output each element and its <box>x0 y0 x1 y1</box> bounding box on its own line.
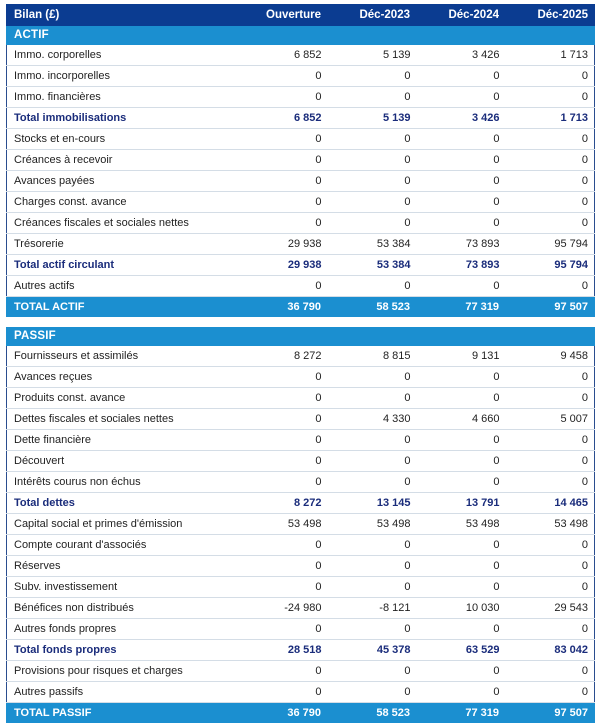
cell-value: 29 938 <box>239 255 328 276</box>
cell-value: 0 <box>506 682 595 703</box>
subtotal-row <box>7 493 595 514</box>
table-row <box>7 598 595 619</box>
cell-value: 77 319 <box>417 703 506 723</box>
cell-value: 45 378 <box>328 640 417 661</box>
row-label: TOTAL ACTIF <box>7 297 239 318</box>
row-label: Stocks et en-cours <box>7 129 239 150</box>
cell-value: 0 <box>239 535 328 556</box>
cell-value: 53 498 <box>328 514 417 535</box>
row-label: Avances reçues <box>7 367 239 388</box>
cell-value: 14 465 <box>506 493 595 514</box>
cell-value: 0 <box>506 192 595 213</box>
cell-value: 0 <box>328 619 417 640</box>
table-row <box>7 409 595 430</box>
cell-value: 1 713 <box>506 108 595 129</box>
cell-value: 0 <box>417 171 506 192</box>
cell-value: 0 <box>417 619 506 640</box>
row-label: Avances payées <box>7 171 239 192</box>
table-row <box>7 556 595 577</box>
row-label: Réserves <box>7 556 239 577</box>
cell-value: 3 426 <box>417 45 506 66</box>
cell-value: 0 <box>239 409 328 430</box>
table-row <box>7 619 595 640</box>
cell-value: 10 030 <box>417 598 506 619</box>
cell-value: 0 <box>239 150 328 171</box>
table-row <box>7 388 595 409</box>
cell-value: 95 794 <box>506 234 595 255</box>
cell-value: 5 007 <box>506 409 595 430</box>
cell-value: 0 <box>328 150 417 171</box>
cell-value: 0 <box>417 87 506 108</box>
table-row <box>7 192 595 213</box>
cell-value: 0 <box>417 682 506 703</box>
table-row <box>7 472 595 493</box>
cell-value: 0 <box>328 276 417 297</box>
cell-value: 0 <box>239 192 328 213</box>
cell-value: 0 <box>417 430 506 451</box>
row-label: Autres actifs <box>7 276 239 297</box>
cell-value: 0 <box>328 367 417 388</box>
table-row <box>7 87 595 108</box>
cell-value: 0 <box>417 150 506 171</box>
cell-value: 0 <box>506 87 595 108</box>
cell-value: -8 121 <box>328 598 417 619</box>
spacer-cell <box>7 317 595 327</box>
row-label: Créances à recevoir <box>7 150 239 171</box>
cell-value: 53 498 <box>417 514 506 535</box>
cell-value: 58 523 <box>328 297 417 318</box>
cell-value: 8 272 <box>239 346 328 367</box>
cell-value: 0 <box>506 535 595 556</box>
row-label: Immo. incorporelles <box>7 66 239 87</box>
row-label: Autres passifs <box>7 682 239 703</box>
table-row <box>7 577 595 598</box>
table-row <box>7 661 595 682</box>
cell-value: 83 042 <box>506 640 595 661</box>
cell-value: 0 <box>328 388 417 409</box>
section-spacer <box>7 317 595 327</box>
cell-value: 0 <box>506 150 595 171</box>
table-row <box>7 234 595 255</box>
table-row <box>7 45 595 66</box>
cell-value: 0 <box>417 213 506 234</box>
cell-value: 0 <box>506 451 595 472</box>
cell-value: 0 <box>328 535 417 556</box>
cell-value: 0 <box>239 661 328 682</box>
cell-value: 0 <box>328 556 417 577</box>
table-row <box>7 346 595 367</box>
cell-value: 0 <box>417 556 506 577</box>
cell-value: 0 <box>239 451 328 472</box>
column-header-ouverture[interactable]: Ouverture <box>239 4 328 26</box>
cell-value: 13 145 <box>328 493 417 514</box>
cell-value: 0 <box>506 388 595 409</box>
balance-sheet-table <box>6 4 595 723</box>
cell-value: 0 <box>239 276 328 297</box>
table-title: Bilan (£) <box>7 4 239 26</box>
table-row <box>7 150 595 171</box>
cell-value: 0 <box>328 213 417 234</box>
cell-value: -24 980 <box>239 598 328 619</box>
row-label: Total actif circulant <box>7 255 239 276</box>
cell-value: 53 384 <box>328 234 417 255</box>
cell-value: 0 <box>506 367 595 388</box>
cell-value: 0 <box>328 87 417 108</box>
section-title: PASSIF <box>7 327 595 346</box>
subtotal-row <box>7 108 595 129</box>
cell-value: 0 <box>239 213 328 234</box>
cell-value: 0 <box>506 619 595 640</box>
cell-value: 73 893 <box>417 234 506 255</box>
cell-value: 0 <box>239 430 328 451</box>
cell-value: 0 <box>417 66 506 87</box>
cell-value: 0 <box>328 430 417 451</box>
cell-value: 0 <box>239 66 328 87</box>
cell-value: 97 507 <box>506 703 595 723</box>
cell-value: 0 <box>417 388 506 409</box>
cell-value: 58 523 <box>328 703 417 723</box>
section-title: ACTIF <box>7 26 595 45</box>
cell-value: 36 790 <box>239 703 328 723</box>
cell-value: 0 <box>239 619 328 640</box>
cell-value: 0 <box>328 171 417 192</box>
cell-value: 0 <box>506 556 595 577</box>
table-row <box>7 66 595 87</box>
section-header-actif <box>7 26 595 45</box>
cell-value: 53 498 <box>239 514 328 535</box>
cell-value: 0 <box>328 577 417 598</box>
cell-value: 3 426 <box>417 108 506 129</box>
row-label: Provisions pour risques et charges <box>7 661 239 682</box>
cell-value: 0 <box>328 451 417 472</box>
row-label: Découvert <box>7 451 239 472</box>
cell-value: 0 <box>417 661 506 682</box>
table-row <box>7 213 595 234</box>
row-label: TOTAL PASSIF <box>7 703 239 723</box>
cell-value: 0 <box>239 472 328 493</box>
cell-value: 0 <box>328 682 417 703</box>
cell-value: 0 <box>239 577 328 598</box>
row-label: Compte courant d'associés <box>7 535 239 556</box>
cell-value: 8 815 <box>328 346 417 367</box>
cell-value: 29 543 <box>506 598 595 619</box>
row-label: Immo. corporelles <box>7 45 239 66</box>
cell-value: 0 <box>239 556 328 577</box>
cell-value: 0 <box>506 276 595 297</box>
cell-value: 0 <box>417 192 506 213</box>
cell-value: 5 139 <box>328 108 417 129</box>
cell-value: 0 <box>417 577 506 598</box>
cell-value: 0 <box>239 129 328 150</box>
row-label: Total fonds propres <box>7 640 239 661</box>
cell-value: 0 <box>328 472 417 493</box>
row-label: Produits const. avance <box>7 388 239 409</box>
cell-value: 0 <box>417 129 506 150</box>
cell-value: 29 938 <box>239 234 328 255</box>
cell-value: 0 <box>417 276 506 297</box>
table-row <box>7 430 595 451</box>
cell-value: 1 713 <box>506 45 595 66</box>
row-label: Charges const. avance <box>7 192 239 213</box>
table-header <box>7 4 595 26</box>
row-label: Fournisseurs et assimilés <box>7 346 239 367</box>
subtotal-row <box>7 640 595 661</box>
column-header-dec-2024[interactable]: Déc-2024 <box>417 4 506 26</box>
cell-value: 0 <box>328 192 417 213</box>
cell-value: 0 <box>417 535 506 556</box>
cell-value: 0 <box>506 661 595 682</box>
cell-value: 0 <box>239 87 328 108</box>
cell-value: 53 498 <box>506 514 595 535</box>
row-label: Dette financière <box>7 430 239 451</box>
cell-value: 0 <box>239 682 328 703</box>
grand-total-row <box>7 703 595 723</box>
row-label: Créances fiscales et sociales nettes <box>7 213 239 234</box>
cell-value: 9 458 <box>506 346 595 367</box>
header-row <box>7 4 595 26</box>
row-label: Dettes fiscales et sociales nettes <box>7 409 239 430</box>
row-label: Autres fonds propres <box>7 619 239 640</box>
cell-value: 4 660 <box>417 409 506 430</box>
table-row <box>7 276 595 297</box>
cell-value: 6 852 <box>239 45 328 66</box>
cell-value: 9 131 <box>417 346 506 367</box>
row-label: Total immobilisations <box>7 108 239 129</box>
cell-value: 0 <box>506 577 595 598</box>
cell-value: 73 893 <box>417 255 506 276</box>
cell-value: 63 529 <box>417 640 506 661</box>
cell-value: 0 <box>506 213 595 234</box>
grand-total-row <box>7 297 595 318</box>
cell-value: 0 <box>417 472 506 493</box>
row-label: Bénéfices non distribués <box>7 598 239 619</box>
cell-value: 6 852 <box>239 108 328 129</box>
cell-value: 77 319 <box>417 297 506 318</box>
cell-value: 0 <box>328 66 417 87</box>
row-label: Trésorerie <box>7 234 239 255</box>
table-row <box>7 682 595 703</box>
table-row <box>7 129 595 150</box>
cell-value: 0 <box>506 171 595 192</box>
table-body <box>7 26 595 723</box>
cell-value: 97 507 <box>506 297 595 318</box>
cell-value: 0 <box>328 129 417 150</box>
row-label: Intérêts courus non échus <box>7 472 239 493</box>
table-row <box>7 367 595 388</box>
cell-value: 4 330 <box>328 409 417 430</box>
cell-value: 0 <box>506 129 595 150</box>
subtotal-row <box>7 255 595 276</box>
cell-value: 53 384 <box>328 255 417 276</box>
table-row <box>7 535 595 556</box>
cell-value: 0 <box>417 451 506 472</box>
table-row <box>7 171 595 192</box>
row-label: Immo. financières <box>7 87 239 108</box>
cell-value: 13 791 <box>417 493 506 514</box>
row-label: Capital social et primes d'émission <box>7 514 239 535</box>
cell-value: 5 139 <box>328 45 417 66</box>
table-row <box>7 514 595 535</box>
cell-value: 0 <box>239 388 328 409</box>
cell-value: 0 <box>506 472 595 493</box>
column-header-dec-2025[interactable]: Déc-2025 <box>506 4 595 26</box>
row-label: Total dettes <box>7 493 239 514</box>
cell-value: 0 <box>328 661 417 682</box>
cell-value: 28 518 <box>239 640 328 661</box>
cell-value: 36 790 <box>239 297 328 318</box>
cell-value: 0 <box>239 367 328 388</box>
table-row <box>7 451 595 472</box>
cell-value: 95 794 <box>506 255 595 276</box>
cell-value: 0 <box>417 367 506 388</box>
cell-value: 0 <box>506 430 595 451</box>
row-label: Subv. investissement <box>7 577 239 598</box>
section-header-passif <box>7 327 595 346</box>
column-header-dec-2023[interactable]: Déc-2023 <box>328 4 417 26</box>
cell-value: 0 <box>239 171 328 192</box>
cell-value: 0 <box>506 66 595 87</box>
cell-value: 8 272 <box>239 493 328 514</box>
